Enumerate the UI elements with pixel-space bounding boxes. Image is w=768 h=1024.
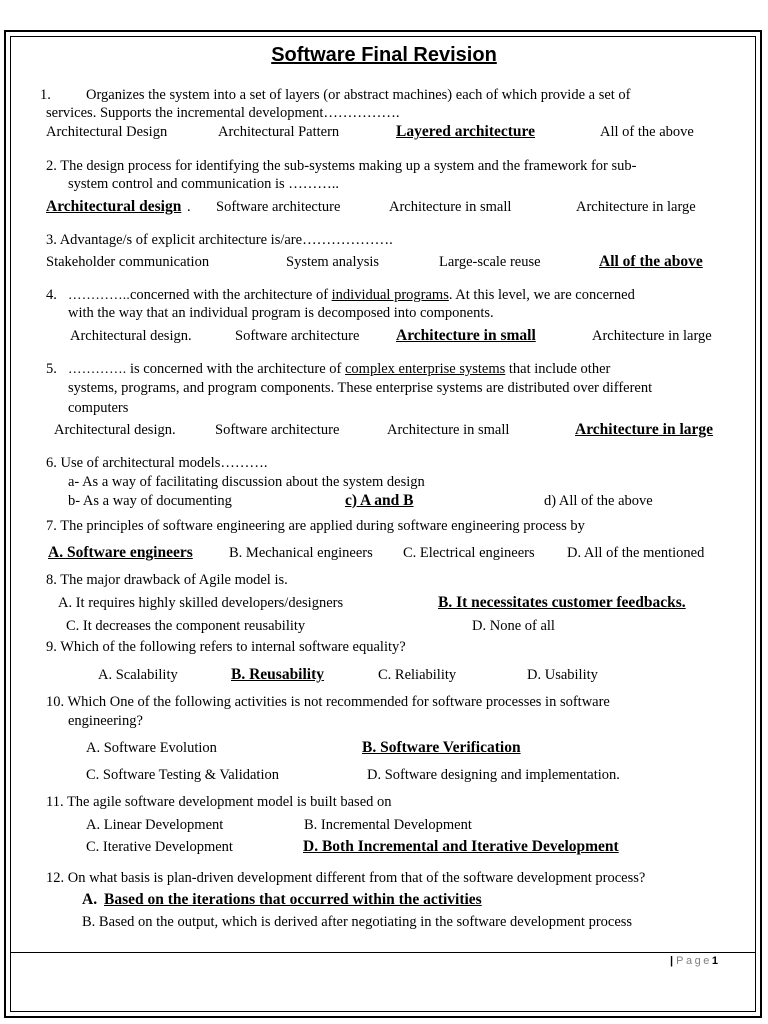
q5-number: 5. — [46, 361, 57, 377]
q10-text-line2: engineering? — [68, 713, 143, 729]
q1-text-line1: Organizes the system into a set of layers (or abstract machines) each of which provide a set of — [86, 87, 631, 103]
q12-answer: Based on the iterations that occurred within the activities — [104, 891, 482, 908]
q5-blank: …………. — [68, 361, 127, 376]
q12-option-b: B. Based on the output, which is derived after negotiating in the software development process — [82, 914, 633, 930]
q4-option: Architectural design. — [70, 328, 192, 344]
q8-answer: B. It necessitates customer feedbacks. — [438, 594, 686, 611]
q7-text-line1: 7. The principles of software engineering are applied during software engineering process by — [46, 518, 585, 534]
q9-answer: B. Reusability — [231, 666, 325, 683]
page-number: 1 — [711, 955, 718, 967]
q6-answer: c) A and B — [345, 492, 414, 509]
q8-text-line1: 8. The major drawback of Agile model is. — [46, 572, 288, 588]
q1-text-line2: services. Supports the incremental development……………. — [46, 105, 400, 121]
q4-option: Architecture in large — [592, 328, 712, 344]
q3-option: System analysis — [286, 254, 380, 270]
page-footer-bar: | — [670, 955, 674, 967]
q5-underlined-term: complex enterprise systems — [345, 361, 506, 377]
q4-blank: ………….. — [68, 287, 130, 302]
q4-number: 4. — [46, 287, 57, 303]
q3-text-line1: 3. Advantage/s of explicit architecture is/are………………. — [46, 232, 393, 248]
q10-option-a: A. Software Evolution — [86, 740, 217, 756]
q1-answer: Layered architecture — [396, 123, 536, 140]
q1-option: Architectural Pattern — [218, 124, 340, 140]
q4-text-line2: with the way that an individual program is decomposed into components. — [68, 305, 494, 321]
q1-option: All of the above — [600, 124, 694, 140]
q6-option-d: d) All of the above — [544, 493, 653, 509]
q4-option: Software architecture — [235, 328, 360, 344]
q1-option: Architectural Design — [46, 124, 168, 140]
q10-option-c: C. Software Testing & Validation — [86, 767, 279, 783]
q4-answer: Architecture in small — [396, 327, 536, 344]
q10-answer: B. Software Verification — [362, 739, 521, 756]
q5-option: Architectural design. — [54, 422, 176, 438]
q2-text-line1: 2. The design process for identifying the sub-systems making up a system and the framework for sub- — [46, 158, 637, 174]
q8-option-a: A. It requires highly skilled developers/designers — [58, 595, 344, 611]
q12-answer-label: A. — [82, 891, 98, 908]
q1-number: 1. — [40, 87, 51, 103]
q11-answer: D. Both Incremental and Iterative Development — [303, 838, 619, 855]
q9-option: D. Usability — [527, 667, 598, 683]
q10-text-line1: 10. Which One of the following activities is not recommended for software processes in software — [46, 694, 610, 710]
q6-text-line1: 6. Use of architectural models………. — [46, 455, 268, 471]
q5-text-line2: systems, programs, and program components. These enterprise systems are distributed over different — [68, 380, 653, 396]
footer-divider — [10, 952, 756, 953]
page-footer — [670, 956, 718, 967]
q5-option: Architecture in small — [387, 422, 510, 438]
q8-option-d: D. None of all — [472, 618, 555, 634]
q7-option: C. Electrical engineers — [403, 545, 535, 561]
q4-underlined-term: individual programs — [331, 287, 449, 303]
q2-answer: Architectural design — [46, 198, 182, 215]
q2-option: Architecture in large — [576, 199, 696, 215]
q10-option-d: D. Software designing and implementation. — [367, 767, 620, 783]
q9-text-line1: 9. Which of the following refers to internal software equality? — [46, 639, 406, 655]
q6-option-b: b- As a way of documenting — [68, 493, 232, 509]
q12-text-line1: 12. On what basis is plan-driven development different from that of the software development process? — [46, 870, 646, 886]
q5-option: Software architecture — [215, 422, 340, 438]
q3-answer: All of the above — [599, 253, 703, 270]
q3-option: Stakeholder communication — [46, 254, 210, 270]
q7-answer: A. Software engineers — [48, 544, 193, 561]
q11-option-a: A. Linear Development — [86, 817, 224, 833]
q5-answer: Architecture in large — [575, 421, 714, 438]
q2-period: . — [187, 199, 191, 215]
q11-text-line1: 11. The agile software development model is built based on — [46, 794, 392, 810]
page-footer-label: Page — [676, 955, 712, 967]
document-title: Software Final Revision — [271, 44, 497, 66]
q3-option: Large-scale reuse — [439, 254, 541, 270]
q9-option: C. Reliability — [378, 667, 457, 683]
q7-option: B. Mechanical engineers — [229, 545, 373, 561]
q4-text-line1: …………..concerned with the architecture of individual programs. At this level, we are concerned — [68, 287, 635, 303]
q2-text-line2: system control and communication is ……….. — [68, 176, 340, 192]
q11-option-c: C. Iterative Development — [86, 839, 233, 855]
q11-option-b: B. Incremental Development — [304, 817, 472, 833]
q2-option: Software architecture — [216, 199, 341, 215]
q9-option: A. Scalability — [98, 667, 178, 683]
q5-text-line1: …………. is concerned with the architecture of complex enterprise systems that include other — [68, 361, 611, 377]
q2-option: Architecture in small — [389, 199, 512, 215]
q6-option-a: a- As a way of facilitating discussion about the system design — [68, 474, 425, 490]
q5-text-line3: computers — [68, 400, 129, 416]
q8-option-c: C. It decreases the component reusability — [66, 618, 306, 634]
q7-option: D. All of the mentioned — [567, 545, 705, 561]
